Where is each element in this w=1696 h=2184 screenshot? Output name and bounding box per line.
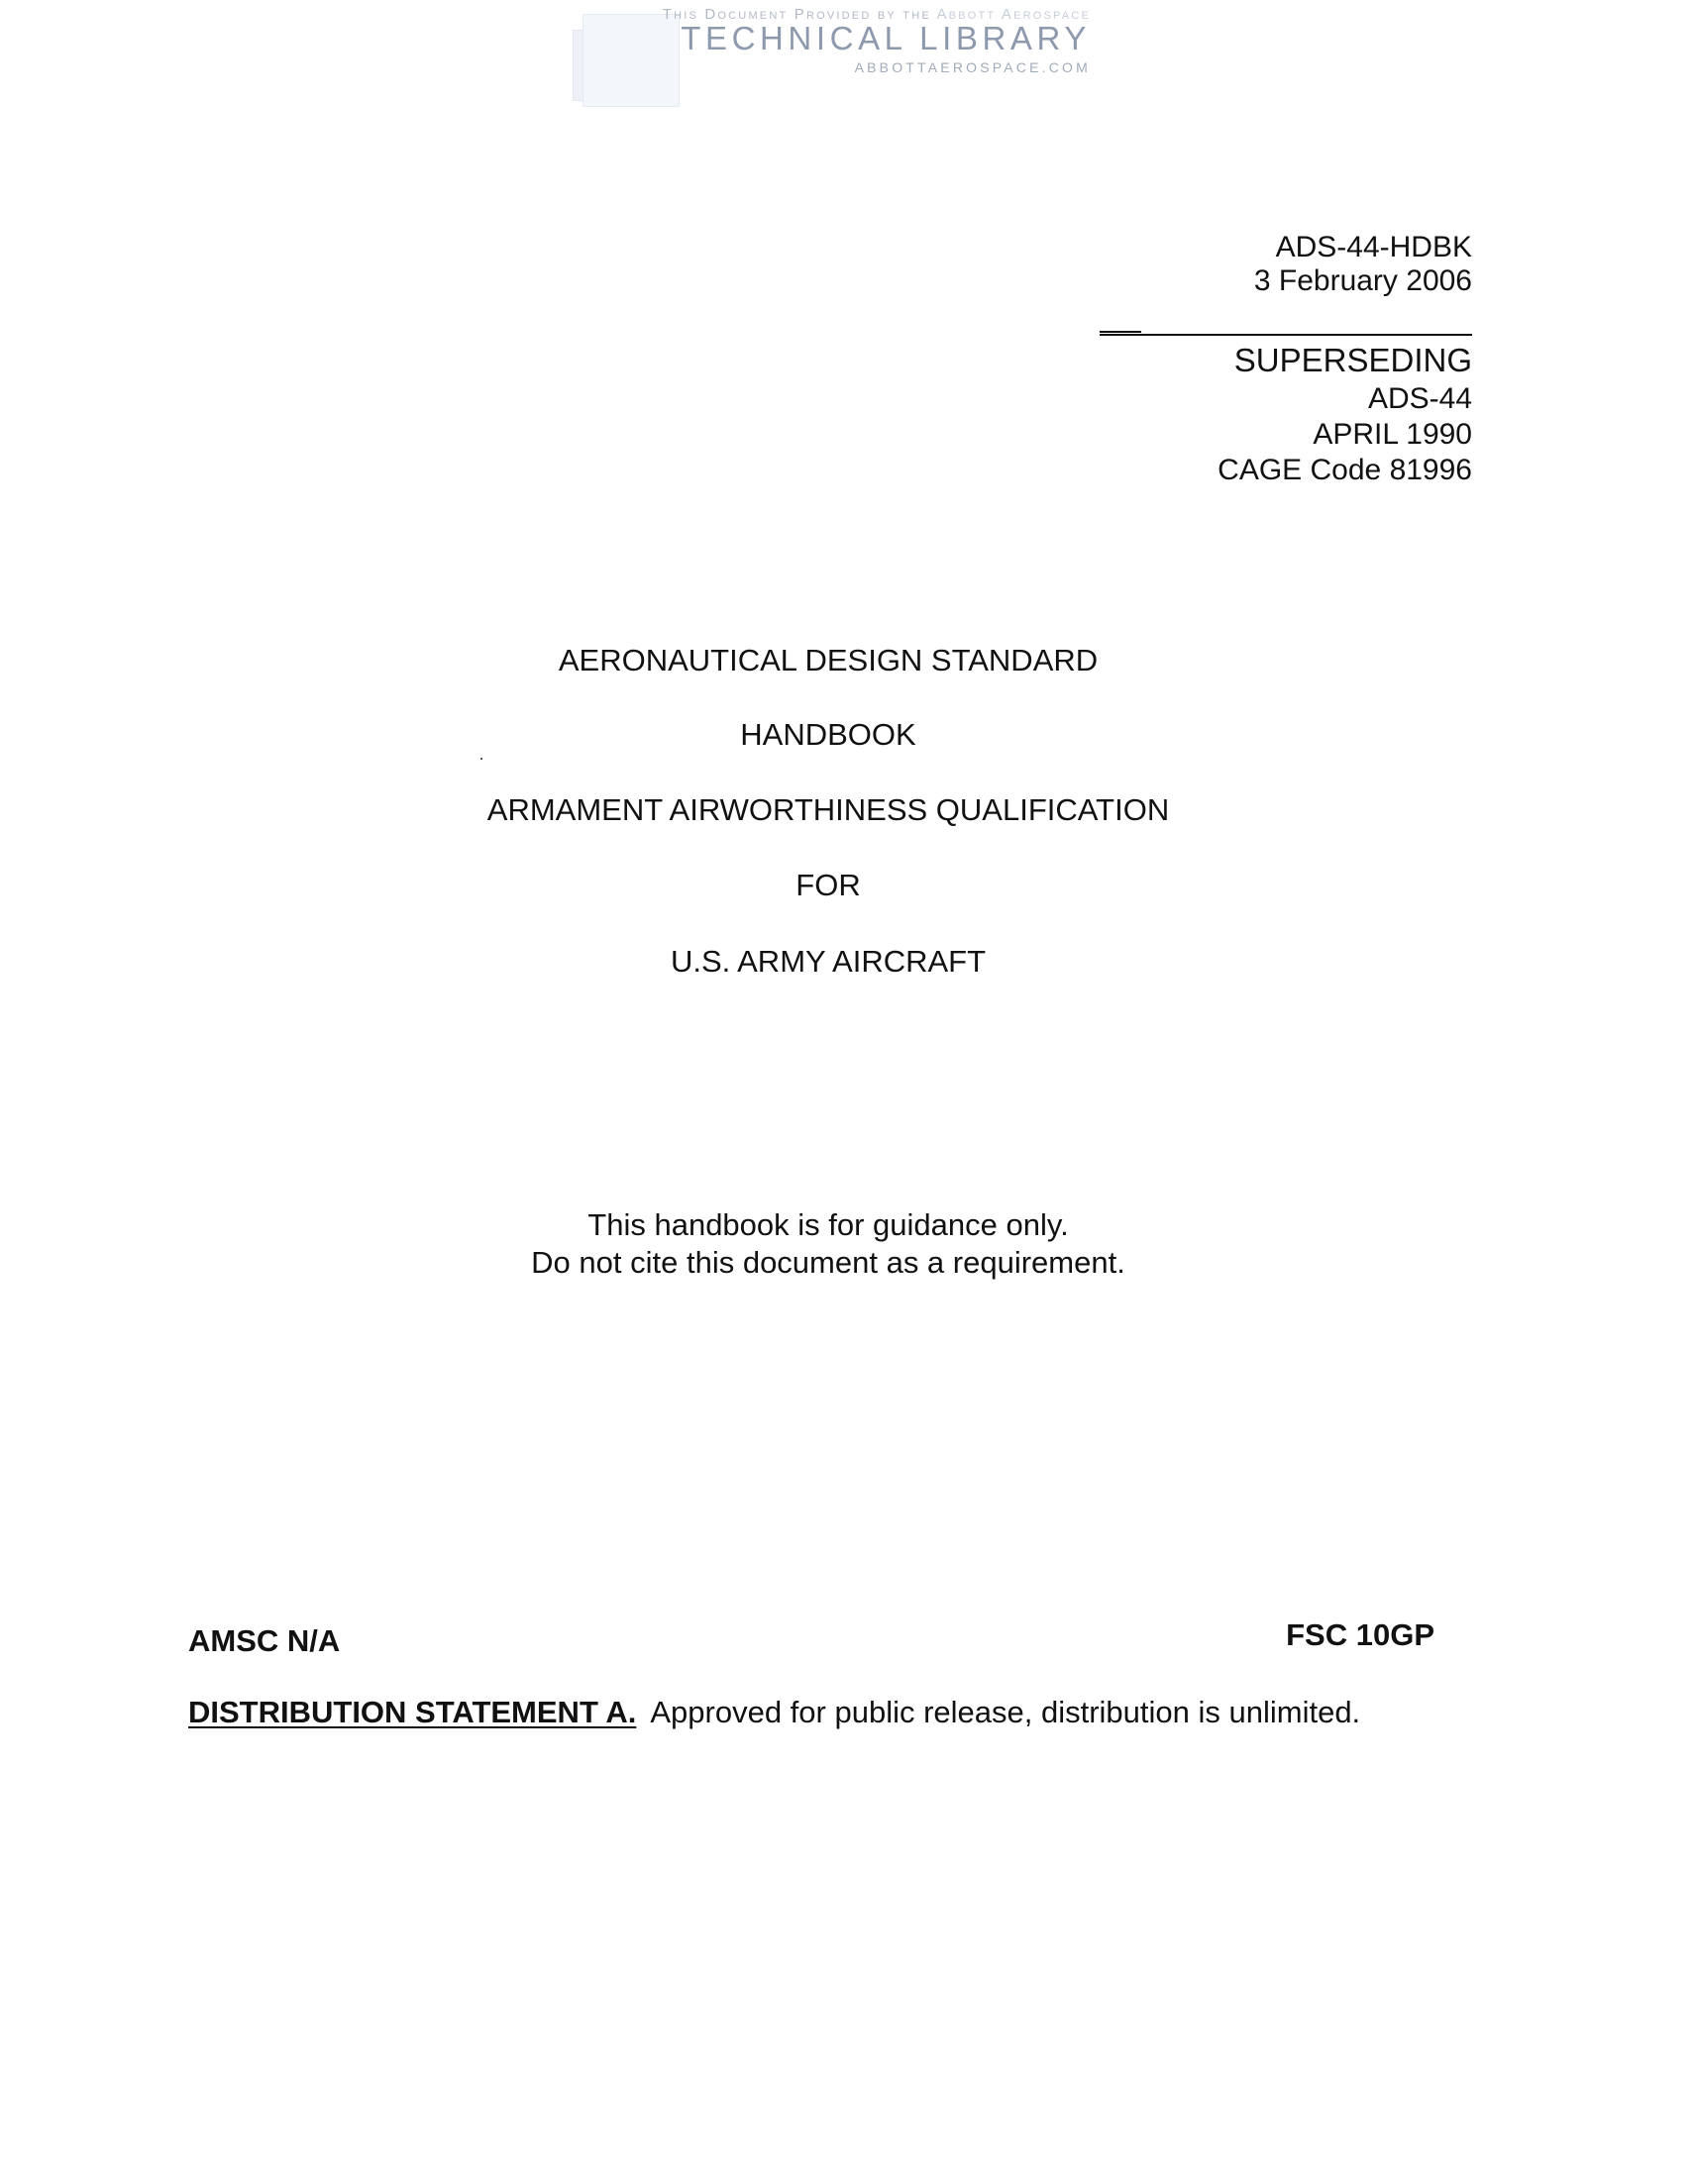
scan-speck	[480, 758, 482, 760]
title-line-standard: AERONAUTICAL DESIGN STANDARD	[558, 643, 1099, 677]
title-line-handbook: HANDBOOK	[740, 717, 916, 752]
guidance-notice-line-2: Do not cite this document as a requirement.	[531, 1245, 1125, 1280]
watermark-library-title: TECHNICAL LIBRARY	[681, 20, 1091, 56]
document-id: ADS-44-HDBK	[1275, 231, 1472, 263]
distribution-statement-text: Approved for public release, distribution is unlimited.	[650, 1695, 1361, 1729]
guidance-notice-line-1: This handbook is for guidance only.	[587, 1207, 1069, 1242]
distribution-statement-label: DISTRIBUTION STATEMENT A.	[188, 1695, 637, 1729]
library-watermark	[573, 0, 1098, 114]
amsc-code: AMSC N/A	[188, 1623, 341, 1658]
title-line-subject: ARMAMENT AIRWORTHINESS QUALIFICATION	[486, 792, 1170, 827]
superseding-label: SUPERSEDING	[1233, 342, 1472, 378]
title-line-for: FOR	[795, 868, 861, 902]
fsc-code: FSC 10GP	[1286, 1617, 1434, 1652]
header-divider-accent	[1100, 331, 1141, 333]
watermark-provider-prefix: This Document Provided by the	[662, 6, 931, 23]
superseded-document-id: ADS-44	[1367, 382, 1472, 415]
title-line-audience: U.S. ARMY AIRCRAFT	[670, 944, 987, 979]
superseded-date: APRIL 1990	[1313, 418, 1472, 451]
watermark-provider-name: Abbott Aerospace	[936, 6, 1091, 23]
header-divider	[1100, 334, 1472, 336]
cage-code: CAGE Code 81996	[1218, 454, 1472, 486]
watermark-website: ABBOTTAEROSPACE.COM	[854, 59, 1091, 75]
distribution-statement	[188, 1694, 1360, 1731]
document-date: 3 February 2006	[1253, 264, 1472, 297]
